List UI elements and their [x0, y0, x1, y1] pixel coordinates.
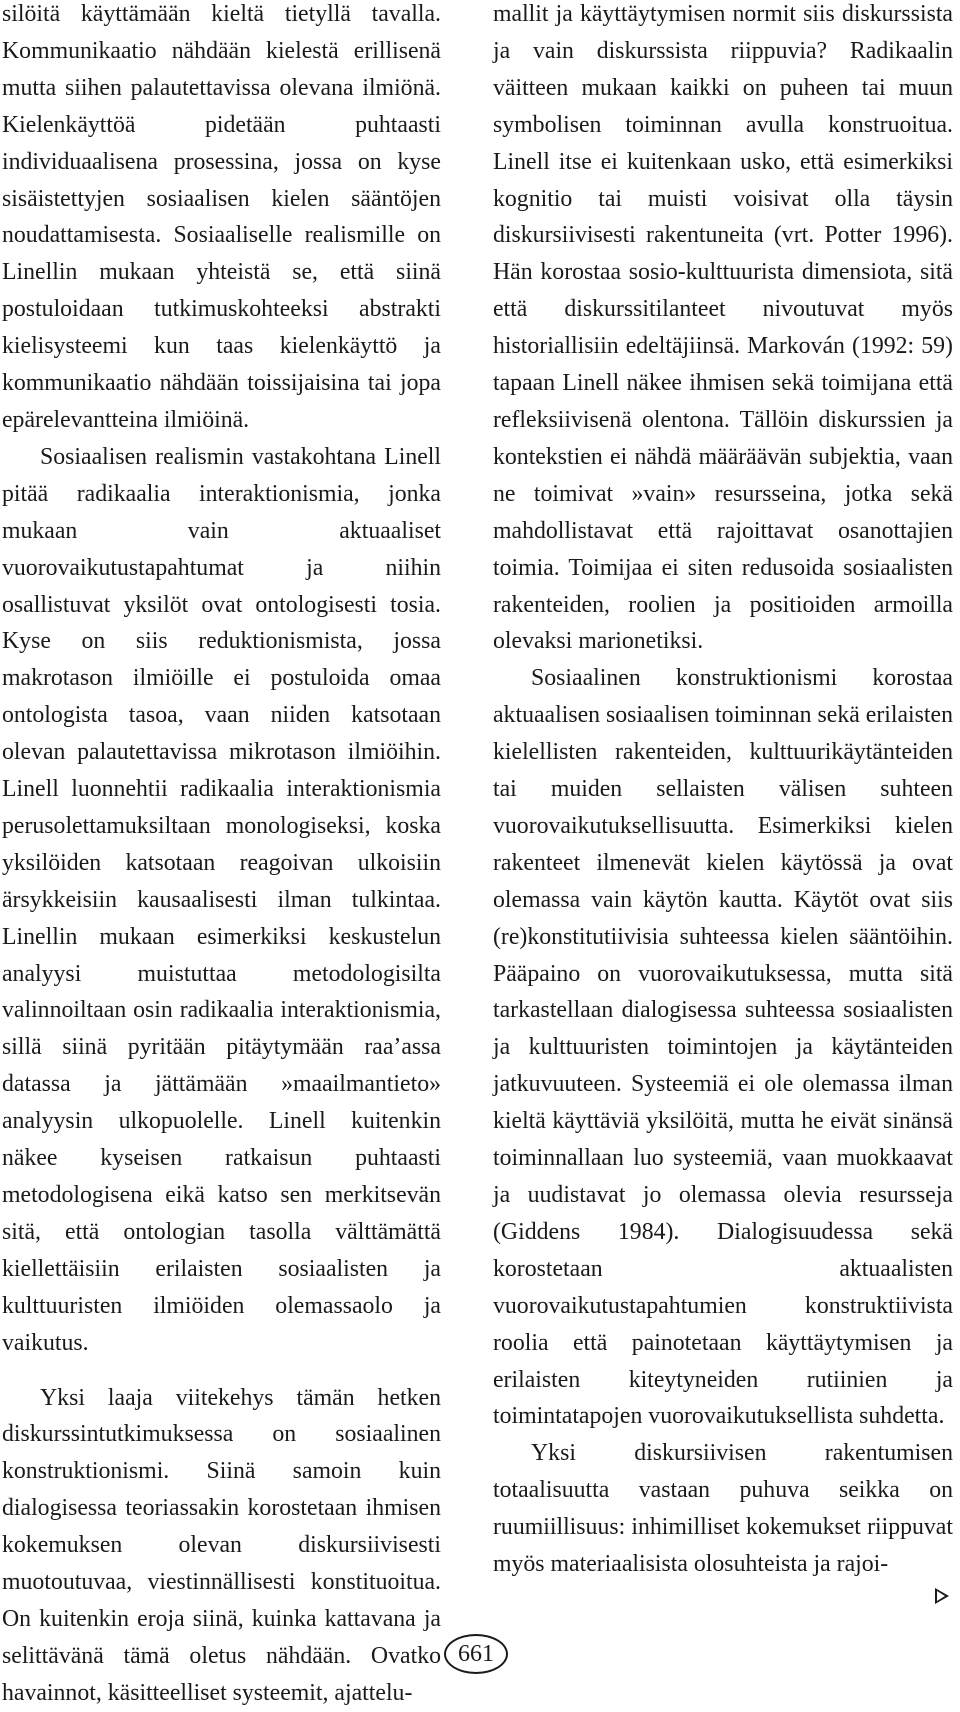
right-paragraph-2: Sosiaalinen konstruktionismi korostaa aktuaalisen sosiaalisen toiminnan sekä erilaisten kielellisten rakenteiden, kulttuurikäytänteiden tai muiden sellaisten välisen suhteen vuorovaikutuksellisuutta. Esimerkiksi kielen rakenteet ilmenevät kielen käytössä ja ovat olemassa vain käytön kautta. Käytöt ovat siis (re)konstitutiivisia suhteessa kielen sääntöihin. Pääpaino on vuorovaikutuksessa, mutta sitä tarkastellaan dialogisessa suhteessa sosiaalisten ja kulttuuristen toimintojen ja käytänteiden jatkuvuuteen. Systeemiä ei ole olemassa ilman kieltä käyttäviä yksilöitä, mutta he eivät sinänsä toiminnallaan luo systeemiä, vaan muokkaavat ja uudistavat jo olemassa olevia resursseja (Giddens 1984). Dialogisuudessa sekä korostetaan aktuaalisten vuorovaikutustapahtumien konstruktiivista roolia että painotetaan käyttäytymisen ja erilaisten kiteytyneiden rutiinien ja toimintatapojen vuorovaikutuksellista suhdetta.: [493, 665, 953, 1430]
triangle-right-icon: [935, 1588, 949, 1604]
right-column: [493, 0, 953, 1583]
left-column: [2, 0, 441, 1712]
right-paragraph-1: mallit ja käyttäytymisen normit siis diskurssista ja vain diskurssista riippuvia? Radikaalin väitteen mukaan kaikki on puheen tai muun symbolisen toiminnan avulla konstruoitua. Linell itse ei kuitenkaan usko, että esimerkiksi kognitio tai muisti voisivat olla täysin diskursiivisesti rakentuneita (vrt. Potter 1996). Hän korostaa sosio-kulttuurista dimensiota, sitä että diskurssitilanteet nivoutuvat myös historiallisiin edeltäjiinsä. Markován (1992: 59) tapaan Linell näkee ihmisen sekä toimijana että refleksiivisenä olentona. Tällöin diskurssien ja kontekstien ei nähdä määräävän subjektia, vaan ne toimivat »vain» resursseina, jotka sekä mahdollistavat että rajoittavat osanottajien toimia. Toimijaa ei siten redusoida sosiaalisten rakenteiden, roolien ja positioiden armoilla olevaksi marionetiksi.: [493, 1, 953, 655]
left-paragraph-3: Yksi laaja viitekehys tämän hetken diskurssintutkimuksessa on sosiaalinen konstruktionismi. Siinä samoin kuin dialogisessa teoriassakin korostetaan ihmisen kokemuksen olevan diskursiivisesti muotoutuvaa, viestinnällisesti konstituoitua. On kuitenkin eroja siinä, kuinka kattavana ja selittävänä tämä oletus nähdään. Ovatko havainnot, käsitteelliset systeemit, ajattelu-: [2, 1384, 441, 1706]
left-paragraph-2: Sosiaalisen realismin vastakohtana Linell pitää radikaalia interaktionismia, jonka mukaan vain aktuaaliset vuorovaikutustapahtumat ja niihin osallistuvat yksilöt ovat ontologisesti tosia. Kyse on siis reduktionismista, jossa makrotason ilmiöille ei postuloida omaa ontologista tasoa, vaan niiden katsotaan olevan palautettavissa mikrotason ilmiöihin. Linell luonnehtii radikaalia interaktionismia perusolettamuksiltaan monologiseksi, koska yksilöiden katsotaan reagoivan ulkoisiin ärsykkeisiin kausaalisesti ilman tulkintaa. Linellin mukaan esimerkiksi keskustelun analyysi muistuttaa metodologisilta valinnoiltaan osin radikaalia interaktionismia, sillä siinä pyritään pitäytymään raa’assa datassa ja jättämään »maailmantieto» analyysin ulkopuolelle. Linell kuitenkin näkee kyseisen ratkaisun puhtaasti metodologisena eikä katso sen merkitsevän sitä, että ontologian tasolla välttämättä kiellettäisiin erilaisten sosiaalisten ja kulttuuristen ilmiöiden olemassaolo ja vaikutus.: [2, 443, 441, 1356]
right-paragraph-3: Yksi diskursiivisen rakentumisen totaalisuutta vastaan puhuva seikka on ruumiillisuus: inhimilliset kokemukset riippuvat myös materiaalisista olosuhteista ja rajoi-: [493, 1440, 953, 1578]
left-paragraph-1: silöitä käyttämään kieltä tietyllä tavalla. Kommunikaatio nähdään kielestä erillisenä mutta siihen palautettavissa olevana ilmiönä. Kielenkäyttöä pidetään puhtaasti individuaalisena prosessina, jossa on kyse sisäistettyjen sosiaalisen kielen sääntöjen noudattamisesta. Sosiaaliselle realismille on Linellin mukaan yhteistä se, että siinä postuloidaan tutkimuskohteeksi abstrakti kielisysteemi kun taas kielenkäyttö ja kommunikaatio nähdään toissijaisina tai jopa epärelevantteina ilmiöinä.: [2, 1, 441, 433]
page-number: 661: [444, 1634, 508, 1674]
